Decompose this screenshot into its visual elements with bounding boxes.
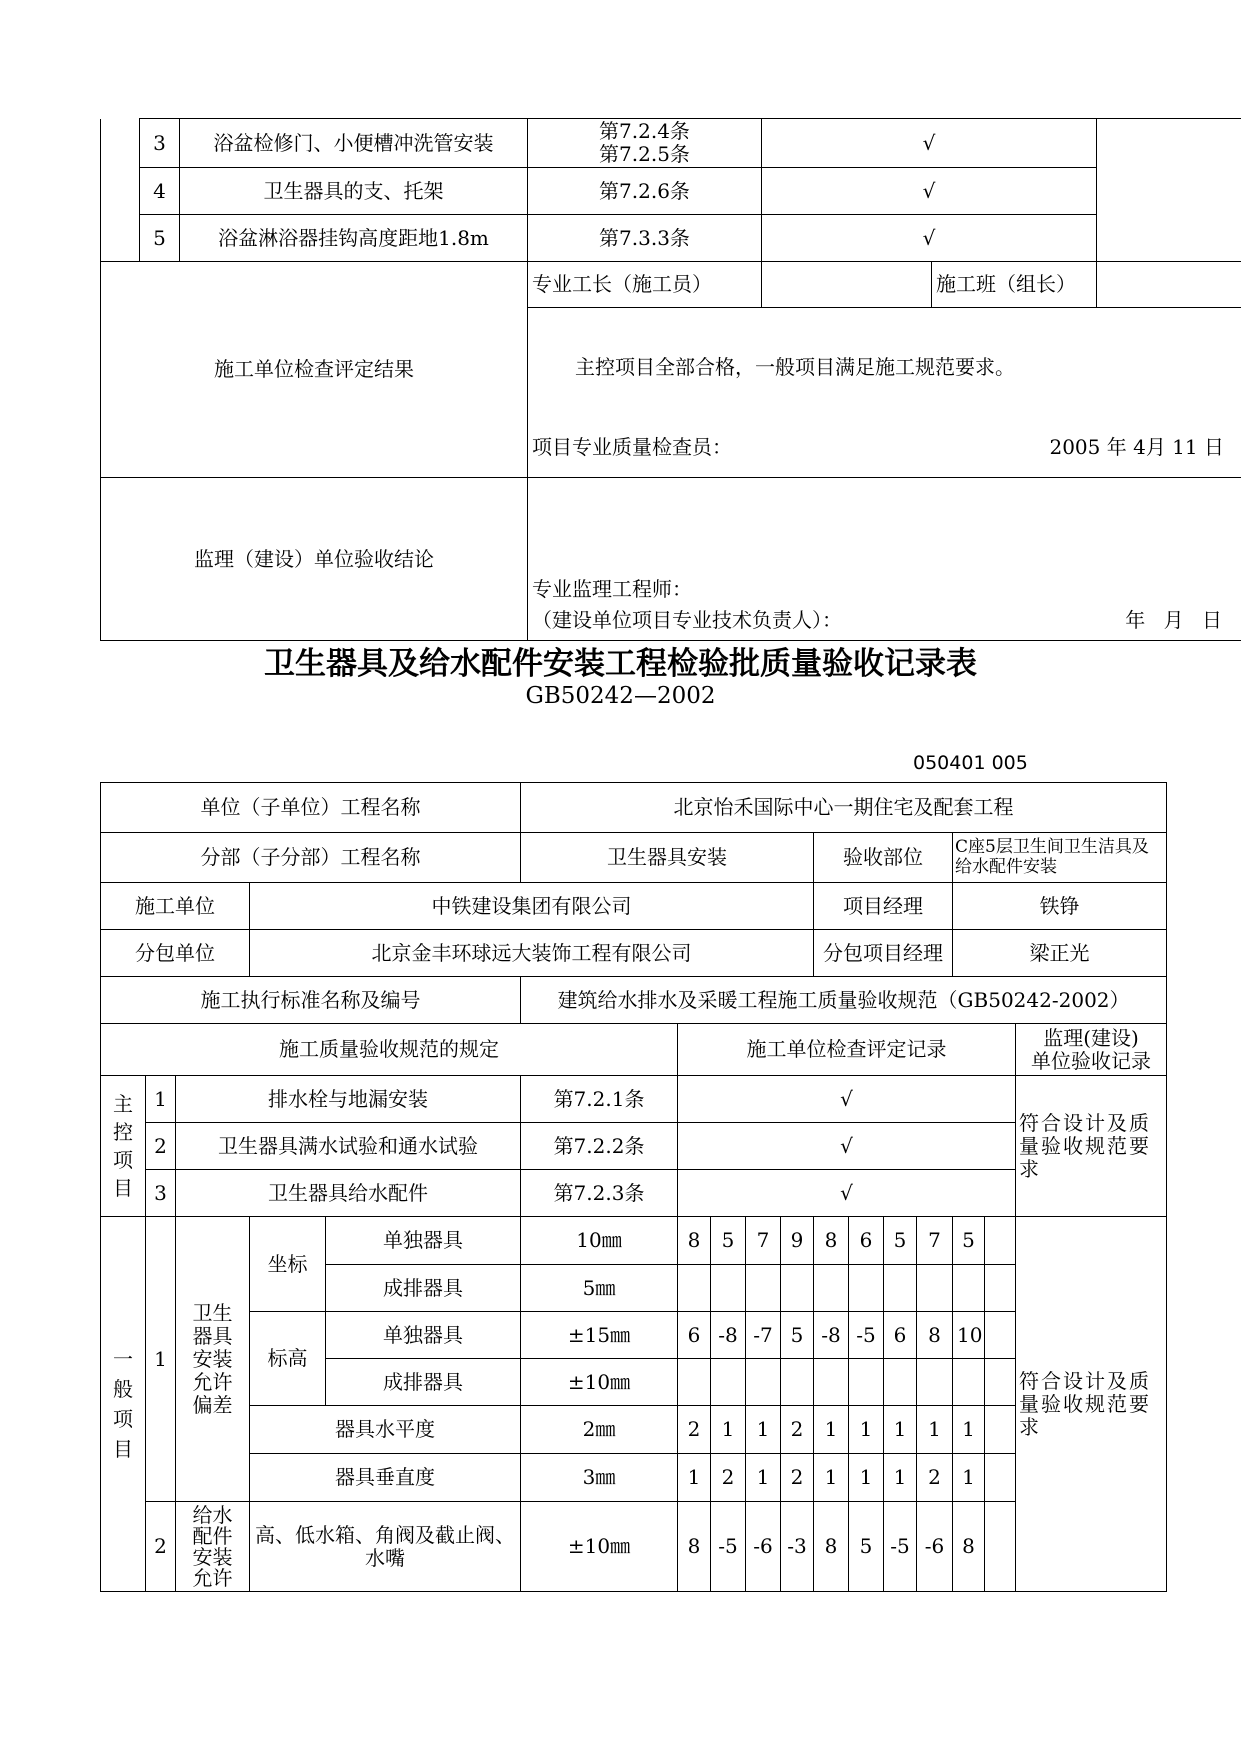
value-cell: 2 (678, 1406, 711, 1454)
value-cell: 1 (746, 1406, 781, 1454)
check-result: √ (678, 1076, 1016, 1123)
row-number: 2 (146, 1502, 176, 1592)
item-label: 器具垂直度 (250, 1454, 521, 1502)
owner-label: （建设单位项目专业技术负责人）： (532, 608, 842, 632)
subcontractor-label: 分包单位 (101, 930, 250, 977)
value-cell: -6 (746, 1502, 781, 1592)
check-result: √ (678, 1170, 1016, 1217)
value-cell: -6 (917, 1502, 953, 1592)
value-cell: 2 (781, 1406, 814, 1454)
supervision-header: 监理(建设) 单位验收记录 (1016, 1024, 1167, 1076)
value-cell: 1 (814, 1454, 849, 1502)
tolerance: ±15㎜ (521, 1312, 678, 1359)
row-number: 3 (146, 1170, 176, 1217)
value-cell (746, 1359, 781, 1406)
value-cell: -5 (884, 1502, 917, 1592)
value-cell (678, 1359, 711, 1406)
tolerance: 2㎜ (521, 1406, 678, 1454)
check-result: √ (762, 119, 1097, 168)
value-cell (985, 1312, 1016, 1359)
value-cell: -5 (711, 1502, 746, 1592)
standard-value: 建筑给水排水及采暖工程施工质量验收规范（GB50242-2002） (521, 977, 1167, 1024)
check-result: √ (762, 168, 1097, 215)
clause: 第7.2.4条 第7.2.5条 (528, 119, 762, 168)
value-cell: 1 (746, 1454, 781, 1502)
value-cell (884, 1359, 917, 1406)
check-header: 施工单位检查评定记录 (678, 1024, 1016, 1076)
supervision-result-label: 监理（建设）单位验收结论 (101, 478, 528, 641)
supervision-result-box (528, 478, 1241, 641)
value-cell: -8 (814, 1312, 849, 1359)
item-label: 成排器具 (326, 1359, 521, 1406)
row-number: 1 (146, 1076, 176, 1123)
general-group-label: 一般项目 (101, 1217, 146, 1592)
value-cell (953, 1265, 985, 1312)
spec-header: 施工质量验收规范的规定 (101, 1024, 678, 1076)
manager-label: 项目经理 (814, 883, 953, 930)
item-label: 单独器具 (326, 1312, 521, 1359)
value-cell (985, 1359, 1016, 1406)
sub-manager-value: 梁正光 (953, 930, 1167, 977)
standard-code: GB50242—2002 (525, 683, 716, 709)
coord-label: 坐标 (250, 1217, 326, 1312)
value-cell: 5 (711, 1217, 746, 1265)
value-cell (781, 1359, 814, 1406)
row-number: 1 (146, 1217, 176, 1502)
value-cell: 8 (678, 1217, 711, 1265)
value-cell (884, 1265, 917, 1312)
item-label: 高、低水箱、角阀及截止阀、水嘴 (250, 1502, 521, 1592)
construction-result-label: 施工单位检查评定结果 (101, 262, 528, 478)
inspector-date: 2005 年 4月 11 日 (1049, 435, 1224, 459)
project-name-label: 单位（子单位）工程名称 (101, 783, 521, 833)
blank-date: 年 月 日 (1125, 608, 1222, 632)
contractor-value: 中铁建设集团有限公司 (250, 883, 814, 930)
tolerance: 3㎜ (521, 1454, 678, 1502)
standard-label: 施工执行标准名称及编号 (101, 977, 521, 1024)
engineer-label: 专业监理工程师： (532, 577, 692, 601)
tolerance: 10㎜ (521, 1217, 678, 1265)
value-cell: 6 (884, 1312, 917, 1359)
g1-label: 卫生器具安装允许偏差 (176, 1217, 250, 1502)
main-conform-text: 符合设计及质量验收规范要求 (1016, 1076, 1167, 1217)
value-cell (711, 1265, 746, 1312)
value-cell: 7 (917, 1217, 953, 1265)
value-cell (781, 1265, 814, 1312)
value-cell: 2 (781, 1454, 814, 1502)
value-cell: 1 (849, 1454, 884, 1502)
value-cell: 1 (953, 1454, 985, 1502)
value-cell: 6 (678, 1312, 711, 1359)
value-cell (678, 1265, 711, 1312)
form-code: 050401 005 (913, 752, 1028, 774)
value-cell (746, 1265, 781, 1312)
tolerance: 5㎜ (521, 1265, 678, 1312)
division-label: 分部（子分部）工程名称 (101, 833, 521, 883)
division-value: 卫生器具安装 (521, 833, 814, 883)
value-cell (814, 1359, 849, 1406)
value-cell: 1 (884, 1454, 917, 1502)
main-form-table (100, 782, 1167, 1592)
value-cell: 5 (953, 1217, 985, 1265)
top-continuation-table (100, 118, 1241, 641)
item-label: 卫生器具给水配件 (176, 1170, 521, 1217)
row-number: 5 (140, 215, 180, 262)
value-cell (711, 1359, 746, 1406)
value-cell: 5 (781, 1312, 814, 1359)
item-label: 排水栓与地漏安装 (176, 1076, 521, 1123)
value-cell: 8 (953, 1502, 985, 1592)
value-cell: -7 (746, 1312, 781, 1359)
value-cell (985, 1217, 1016, 1265)
row-number: 2 (146, 1123, 176, 1170)
value-cell (814, 1265, 849, 1312)
value-cell: 6 (849, 1217, 884, 1265)
clause: 第7.2.6条 (528, 168, 762, 215)
clause: 第7.2.2条 (521, 1123, 678, 1170)
value-cell (985, 1502, 1016, 1592)
value-cell: 1 (678, 1454, 711, 1502)
value-cell (953, 1359, 985, 1406)
team-label: 施工班（组长） (932, 262, 1097, 308)
value-cell: 2 (711, 1454, 746, 1502)
general-conform-text: 符合设计及质量验收规范要求 (1016, 1217, 1167, 1592)
value-cell: 1 (711, 1406, 746, 1454)
value-cell: 8 (917, 1312, 953, 1359)
value-cell: 1 (884, 1406, 917, 1454)
value-cell: 1 (917, 1406, 953, 1454)
sub-manager-label: 分包项目经理 (814, 930, 953, 977)
construction-conclusion: 主控项目全部合格，一般项目满足施工规范要求。 (575, 355, 1015, 379)
location-label: 验收部位 (814, 833, 953, 883)
value-cell (985, 1265, 1016, 1312)
value-cell (917, 1359, 953, 1406)
value-cell: -3 (781, 1502, 814, 1592)
value-cell: 1 (953, 1406, 985, 1454)
check-result: √ (678, 1123, 1016, 1170)
clause: 第7.3.3条 (528, 215, 762, 262)
item-label: 单独器具 (326, 1217, 521, 1265)
construction-result-box (528, 308, 1241, 478)
main-group-label: 主控项目 (101, 1076, 146, 1217)
value-cell: 8 (814, 1502, 849, 1592)
foreman-label: 专业工长（施工员） (528, 262, 762, 308)
value-cell: 1 (814, 1406, 849, 1454)
item-label: 成排器具 (326, 1265, 521, 1312)
item-label: 浴盆淋浴器挂钩高度距地1.8m (180, 215, 528, 262)
value-cell: 5 (849, 1502, 884, 1592)
tolerance: ±10㎜ (521, 1502, 678, 1592)
item-label: 卫生器具满水试验和通水试验 (176, 1123, 521, 1170)
value-cell (849, 1359, 884, 1406)
value-cell (985, 1406, 1016, 1454)
value-cell: 5 (884, 1217, 917, 1265)
project-name-value: 北京怡禾国际中心一期住宅及配套工程 (521, 783, 1167, 833)
clause: 第7.2.1条 (521, 1076, 678, 1123)
subcontractor-value: 北京金丰环球远大装饰工程有限公司 (250, 930, 814, 977)
value-cell: 10 (953, 1312, 985, 1359)
value-cell: 1 (849, 1406, 884, 1454)
check-result: √ (762, 215, 1097, 262)
item-label: 卫生器具的支、托架 (180, 168, 528, 215)
contractor-label: 施工单位 (101, 883, 250, 930)
item-label: 器具水平度 (250, 1406, 521, 1454)
value-cell: 9 (781, 1217, 814, 1265)
elev-label: 标高 (250, 1312, 326, 1406)
value-cell: 8 (814, 1217, 849, 1265)
row-number: 3 (140, 119, 180, 168)
tolerance: ±10㎜ (521, 1359, 678, 1406)
row-number: 4 (140, 168, 180, 215)
inspector-label: 项目专业质量检查员： (532, 435, 732, 459)
value-cell: -5 (849, 1312, 884, 1359)
value-cell: -8 (711, 1312, 746, 1359)
location-value: C座5层卫生间卫生洁具及给水配件安装 (953, 833, 1167, 883)
value-cell: 8 (678, 1502, 711, 1592)
value-cell (985, 1454, 1016, 1502)
form-title: 卫生器具及给水配件安装工程检验批质量验收记录表 (264, 646, 977, 682)
manager-value: 铁铮 (953, 883, 1167, 930)
value-cell (917, 1265, 953, 1312)
value-cell: 2 (917, 1454, 953, 1502)
g2-label: 给水配件安装允许 (176, 1502, 250, 1592)
value-cell (849, 1265, 884, 1312)
value-cell: 7 (746, 1217, 781, 1265)
item-label: 浴盆检修门、小便槽冲洗管安装 (180, 119, 528, 168)
clause: 第7.2.3条 (521, 1170, 678, 1217)
